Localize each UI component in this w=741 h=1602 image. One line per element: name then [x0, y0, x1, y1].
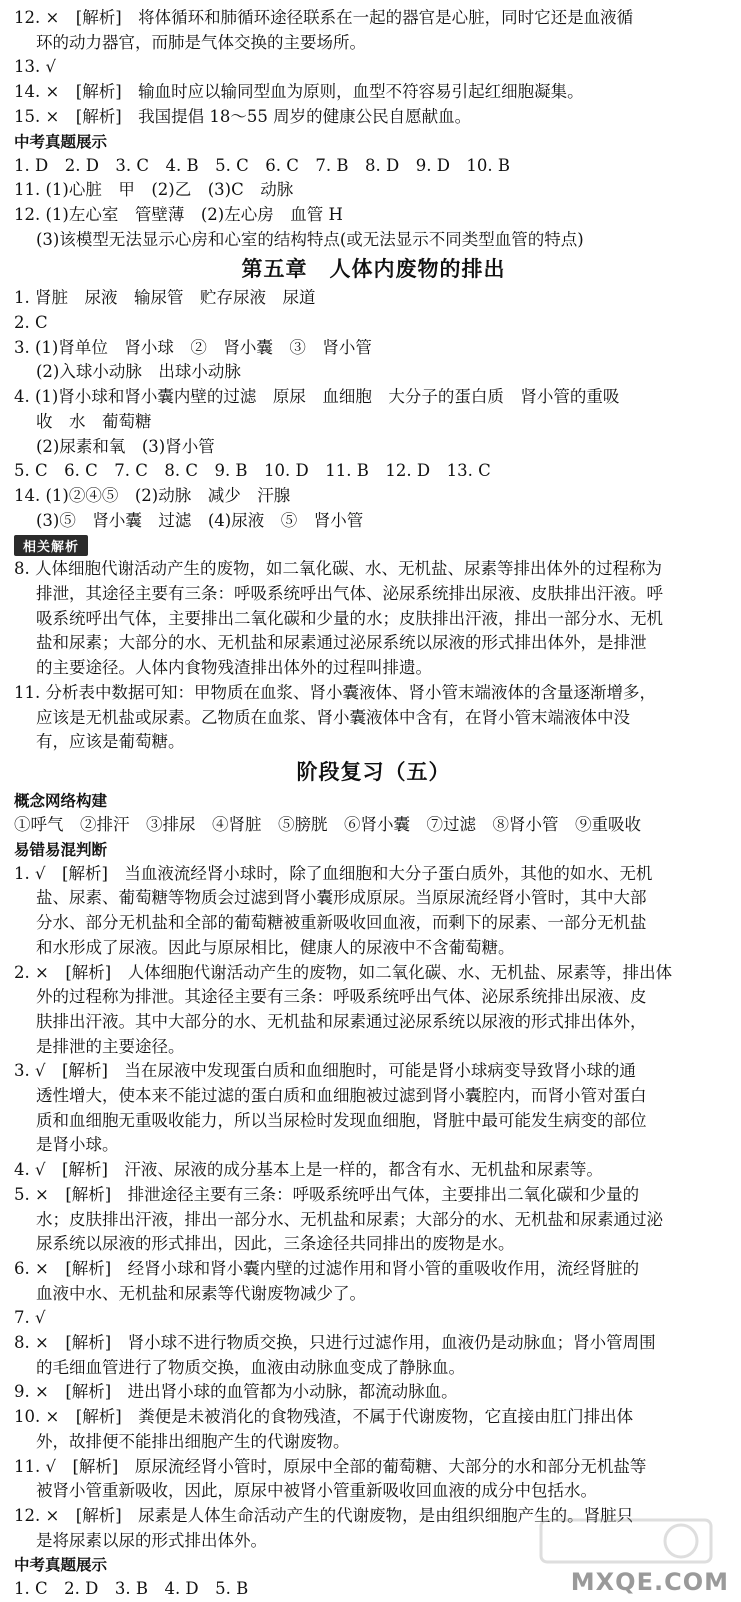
text-line: 1. C 2. D 3. B 4. D 5. B — [14, 1579, 249, 1599]
text-line: 盐、尿素、葡萄糖等物质会过滤到肾小囊形成原尿。当原尿流经肾小管时，其中大部 — [36, 888, 647, 908]
text-line: 应该是无机盐或尿素。乙物质在血浆、肾小囊液体中含有，在肾小管末端液体中没 — [36, 707, 630, 727]
text-line: 2. × [解析] 人体细胞代谢活动产生的废物，如二氧化碳、水、无机盐、尿素等，排出体 — [14, 962, 673, 982]
text-line: 15. × [解析] 我国提倡 18～55 周岁的健康公民自愿献血。 — [14, 106, 472, 126]
text-line: 盐和尿素；大部分的水、无机盐和尿素通过泌尿系统以尿液的形式排出体外，是排泄 — [36, 633, 647, 653]
text-line: 被肾小管重新吸收，因此，原尿中被肾小管重新吸收回血液的成分中包括水。 — [36, 1481, 597, 1501]
text-line: 的毛细血管进行了物质交换，血液由动脉血变成了静脉血。 — [36, 1357, 465, 1377]
text-line: 11. √ [解析] 原尿流经肾小管时，原尿中全部的葡萄糖、大部分的水和部分无机盐等 — [14, 1456, 647, 1476]
text-line: 11. 分析表中数据可知：甲物质在血浆、肾小囊液体、肾小管末端液体的含量逐渐增多， — [14, 682, 656, 702]
text-line: 肤排出汗液。其中大部分的水、无机盐和尿素通过泌尿系统以尿液的形式排出体外， — [36, 1011, 647, 1031]
text-line: 和水形成了尿液。因此与原尿相比，健康人的尿液中不含葡萄糖。 — [36, 937, 515, 957]
text-line: 排泄，其途径主要有三条：呼吸系统呼出气体、泌尿系统排出尿液、皮肤排出汗液。呼 — [36, 584, 663, 604]
section-heading-exam: 中考真题展示 — [14, 132, 108, 151]
text-line: 质和血细胞无重吸收能力，所以当尿检时发现血细胞，肾脏中最可能发生病变的部位 — [36, 1110, 647, 1130]
text-line: 1. √ [解析] 当血液流经肾小球时，除了血细胞和大分子蛋白质外，其他的如水、无机 — [14, 863, 653, 883]
section-heading-concept: 概念网络构建 — [14, 791, 108, 810]
text-line: 12. × [解析] 尿素是人体生命活动产生的代谢废物，是由组织细胞产生的。肾脏只 — [14, 1505, 634, 1525]
text-line: 水；皮肤排出汗液，排出一部分水、无机盐和尿素；大部分的水、无机盐和尿素通过泌 — [36, 1209, 663, 1229]
text-line: 12. × [解析] 将体循环和肺循环途径联系在一起的器官是心脏，同时它还是血液循 — [14, 8, 634, 27]
text-line: 外的过程称为排泄。其途径主要有三条：呼吸系统呼出气体、泌尿系统排出尿液、皮 — [36, 987, 647, 1007]
text-line: 12. (1)左心室 管壁薄 (2)左心房 血管 H — [14, 204, 343, 224]
text-line: (2)尿素和氧 (3)肾小管 — [36, 436, 215, 456]
text-line: 的主要途径。人体内食物残渣排出体外的过程叫排遗。 — [36, 658, 432, 678]
text-line: 14. × [解析] 输血时应以输同型血为原则，血型不符容易引起红细胞凝集。 — [14, 82, 584, 102]
text-line: 是排泄的主要途径。 — [36, 1036, 185, 1056]
text-line: 10. × [解析] 粪便是未被消化的食物残渣，不属于代谢废物，它直接由肛门排出体 — [14, 1407, 634, 1427]
text-line: 13. √ — [14, 57, 56, 77]
text-line: (2)入球小动脉 出球小动脉 — [36, 362, 241, 382]
text-line: 环的动力器官，而肺是气体交换的主要场所。 — [36, 32, 366, 52]
text-line: 3. (1)肾单位 肾小球 ② 肾小囊 ③ 肾小管 — [14, 337, 372, 357]
text-line: 8. × [解析] 肾小球不进行物质交换，只进行过滤作用，血液仍是动脉血；肾小管周围 — [14, 1333, 656, 1353]
text-line: 是将尿素以尿的形式排出体外。 — [36, 1530, 267, 1550]
text-line: (3)⑤ 肾小囊 过滤 (4)尿液 ⑤ 肾小管 — [36, 510, 364, 530]
text-line: 7. √ — [14, 1308, 46, 1328]
chapter-title: 第五章 人体内废物的排出 — [241, 257, 506, 282]
text-line: 血液中水、无机盐和尿素等代谢废物减少了。 — [36, 1283, 366, 1303]
text-line: ①呼气 ②排汗 ③排尿 ④肾脏 ⑤膀胱 ⑥肾小囊 ⑦过滤 ⑧肾小管 ⑨重吸收 — [14, 814, 641, 834]
text-line: 9. × [解析] 进出肾小球的血管都为小动脉，都流动脉血。 — [14, 1382, 458, 1402]
watermark-text: MXQE.COM — [570, 1568, 729, 1596]
review-title: 阶段复习（五） — [296, 759, 451, 784]
analysis-badge-row — [14, 533, 733, 557]
text-line: 4. √ [解析] 汗液、尿液的成分基本上是一样的，都含有水、无机盐和尿素等。 — [14, 1160, 603, 1180]
text-line: 8. 人体细胞代谢活动产生的废物，如二氧化碳、水、无机盐、尿素等排出体外的过程称为 — [14, 559, 662, 579]
text-line: 有，应该是葡萄糖。 — [36, 732, 185, 752]
text-line: 14. (1)②④⑤ (2)动脉 减少 汗腺 — [14, 485, 291, 505]
text-line: 5. C 6. C 7. C 8. C 9. B 10. D 11. B 12. D 13. C — [14, 461, 491, 481]
text-line: (3)该模型无法显示心房和心室的结构特点(或无法显示不同类型血管的特点) — [36, 229, 584, 249]
text-line: 11. (1)心脏 甲 (2)乙 (3)C 动脉 — [14, 180, 294, 200]
text-line: 分水、部分无机盐和全部的葡萄糖被重新吸收回血液，而剩下的尿素、一部分无机盐 — [36, 913, 647, 933]
text-line: 5. × [解析] 排泄途径主要有三条：呼吸系统呼出气体，主要排出二氧化碳和少量的 — [14, 1184, 640, 1204]
text-line: 6. × [解析] 经肾小球和肾小囊内壁的过滤作用和肾小管的重吸收作用，流经肾脏的 — [14, 1258, 640, 1278]
analysis-badge: 相关解析 — [14, 535, 88, 556]
text-line: 吸系统呼出气体，主要排出二氧化碳和少量的水；皮肤排出汗液，排出一部分水、无机 — [36, 608, 663, 628]
text-line: 2. C — [14, 313, 48, 333]
text-line: 尿系统以尿液的形式排出，因此，三条途径共同排出的废物是水。 — [36, 1234, 515, 1254]
text-line: 是肾小球。 — [36, 1135, 119, 1155]
text-line: 1. D 2. D 3. C 4. B 5. C 6. C 7. B 8. D 9. D 10. B — [14, 155, 511, 175]
section-heading-error: 易错易混判断 — [14, 840, 108, 859]
text-line: 1. 肾脏 尿液 输尿管 贮存尿液 尿道 — [14, 288, 316, 308]
text-line: 3. √ [解析] 当在尿液中发现蛋白质和血细胞时，可能是肾小球病变导致肾小球的通 — [14, 1061, 636, 1081]
text-line: 透性增大，使本来不能过滤的蛋白质和血细胞被过滤到肾小囊腔内，而肾小管对蛋白 — [36, 1086, 647, 1106]
text-line: 外，故排便不能排出细胞产生的代谢废物。 — [36, 1431, 350, 1451]
text-line: 4. (1)肾小球和肾小囊内壁的过滤 原尿 血细胞 大分子的蛋白质 肾小管的重吸 — [14, 387, 620, 407]
text-line: 收 水 葡萄糖 — [36, 411, 152, 431]
section-heading-exam-2: 中考真题展示 — [14, 1556, 108, 1575]
